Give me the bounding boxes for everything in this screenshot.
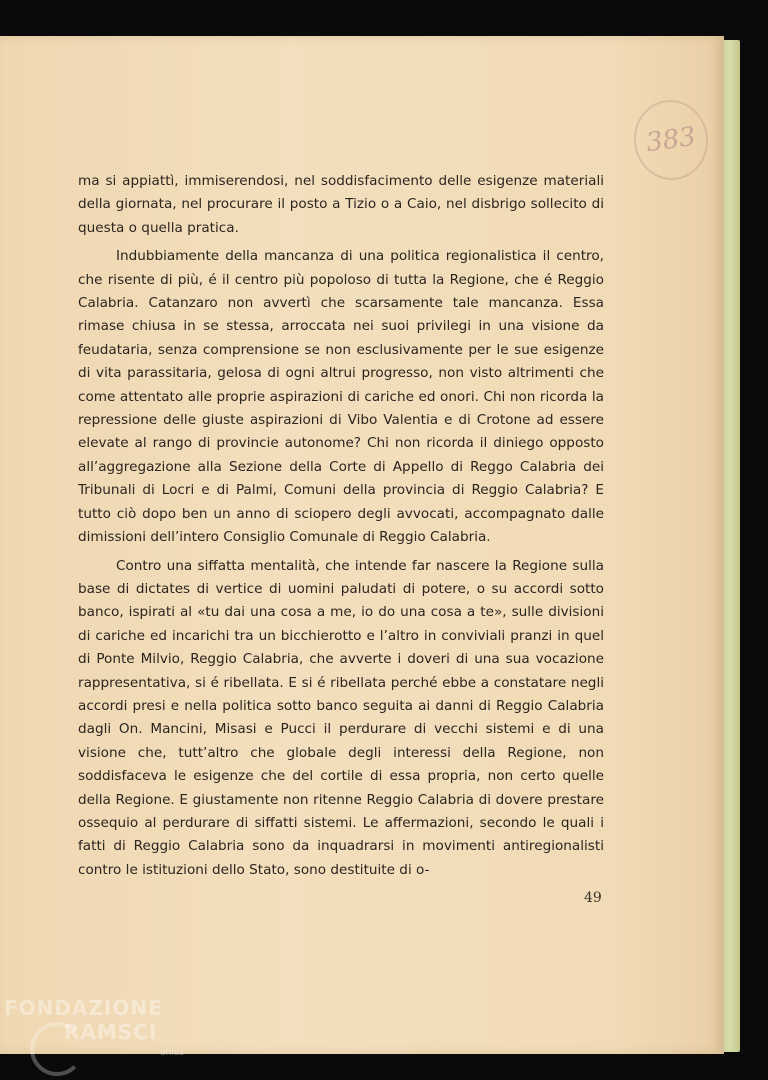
paragraph-2: Indubbiamente della mancanza di una politica regionalistica il centro, che risente di più, é il centro più popoloso di tutta la Regione, che é Reggio Calabria. Catanzaro non avvertì che scarsamente tale mancanza. Essa rimase chiusa in se stessa, arroccata nei suoi privilegi in una visione da feudataria, senza comprensione se non esclusivamente per le sue esigenze di vita parassitaria, gelosa di ogni altrui progresso, non visto altrimenti che come attentato alle proprie aspirazioni di cariche ed onori. Chi non ricorda la repressione delle giuste aspirazioni di Vibo Valentia e di Crotone ad essere elevate al rango di provincie autonome? Chi non ricorda il diniego opposto all’aggregazione alla Sezione della Corte di Appello di Reggo Calabria dei Tribunali di Locri e di Palmi, Comuni della provincia di Reggio Calabria? E tutto ciò dopo ben un anno di sciopero degli avvocati, accompagnato dalle dimissioni dell’intero Consiglio Comunale di Reggio Calabria. [78,248,604,546]
paragraph-1: ma si appiattì, immiserendosi, nel soddisfacimento delle esigenze materiali della giornata, nel procurare il posto a Tizio o a Caio, nel disbrigo sollecito di questa o quella pratica. [78,173,604,236]
watermark-line1: FONDAZIONE [4,996,163,1020]
body-text [78,170,604,882]
page-number: 49 [584,890,602,906]
watermark-line2: RAMSCI [64,1020,158,1044]
paragraph-3: Contro una siffatta mentalità, che intende far nascere la Regione sulla base di dictates di vertice di uomini paludati di potere, o su accordi sotto banco, ispirati al «tu dai una cosa a me, io do una cosa a te», sulle divisioni di cariche ed incarichi tra un bicchierotto e l’altro in conviviali pranzi in quel di Ponte Milvio, Reggio Calabria, che avverte i doveri di una sua vocazione rappresentativa, si é ribellata. E si é ribellata perché ebbe a constatare negli accordi presi e nella politica sotto banco seguita ai danni di Reggio Calabria dagli On. Mancini, Misasi e Pucci il perdurare di vecchi sistemi e di una visione che, tutt’altro che globale degli interessi della Regione, non soddisfaceva le esigenze che del cortile di essa propria, non certo quelle della Regione. E giustamente non ritenne Reggio Calabria di dovere prestare ossequio al perdurare di siffatti sistemi. Le affermazioni, secondo le quali i fatti di Reggio Calabria sono da inquadrarsi in movimenti antiregionalisti contro le istituzioni dello Stato, sono destituite di o- [78,557,604,878]
archive-stamp: 383 [629,95,713,185]
watermark-logo [4,996,194,1076]
watermark-line3: onlus [160,1048,185,1058]
